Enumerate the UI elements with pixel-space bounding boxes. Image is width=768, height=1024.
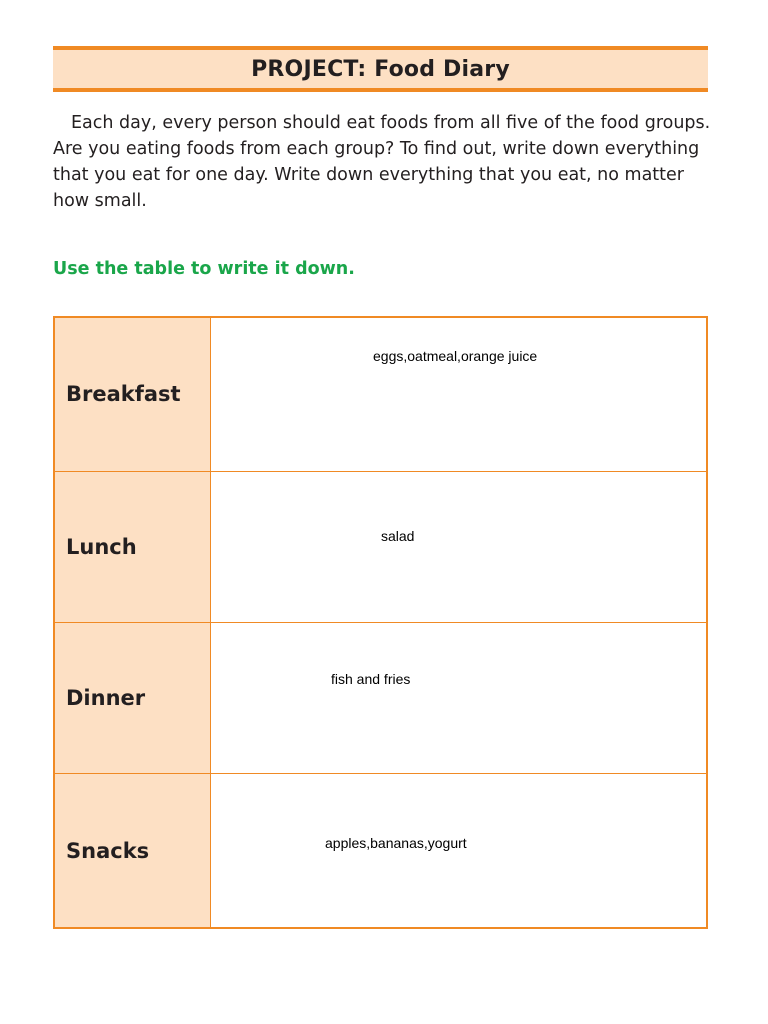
project-title-bar <box>53 46 708 92</box>
table-row <box>54 622 707 773</box>
intro-paragraph: Each day, every person should eat foods from all five of the food groups. Are you eating foods from each group? To find out, write down everything that you eat for one day. Write down everything that you eat, no matter how small. <box>53 113 711 211</box>
table-row <box>54 774 707 928</box>
table-row <box>54 317 707 471</box>
meal-entry-breakfast[interactable] <box>211 317 708 471</box>
meal-label-snacks: Snacks <box>54 774 211 928</box>
table-row <box>54 471 707 622</box>
meal-entry-text: fish and fries <box>331 670 411 687</box>
meal-entry-text: eggs,oatmeal,orange juice <box>373 348 538 364</box>
meal-entry-lunch[interactable] <box>211 471 708 622</box>
instruction-text: Use the table to write it down. <box>53 259 355 279</box>
meal-label-dinner: Dinner <box>54 622 211 773</box>
food-diary-table <box>53 316 708 929</box>
meal-label-breakfast: Breakfast <box>54 317 211 471</box>
meal-entry-snacks[interactable] <box>211 774 708 928</box>
meal-entry-text: salad <box>381 527 415 544</box>
meal-label-lunch: Lunch <box>54 471 211 622</box>
meal-entry-text: apples,bananas,yogurt <box>325 835 467 852</box>
page-title: PROJECT: Food Diary <box>251 56 510 82</box>
meal-entry-dinner[interactable] <box>211 622 708 773</box>
